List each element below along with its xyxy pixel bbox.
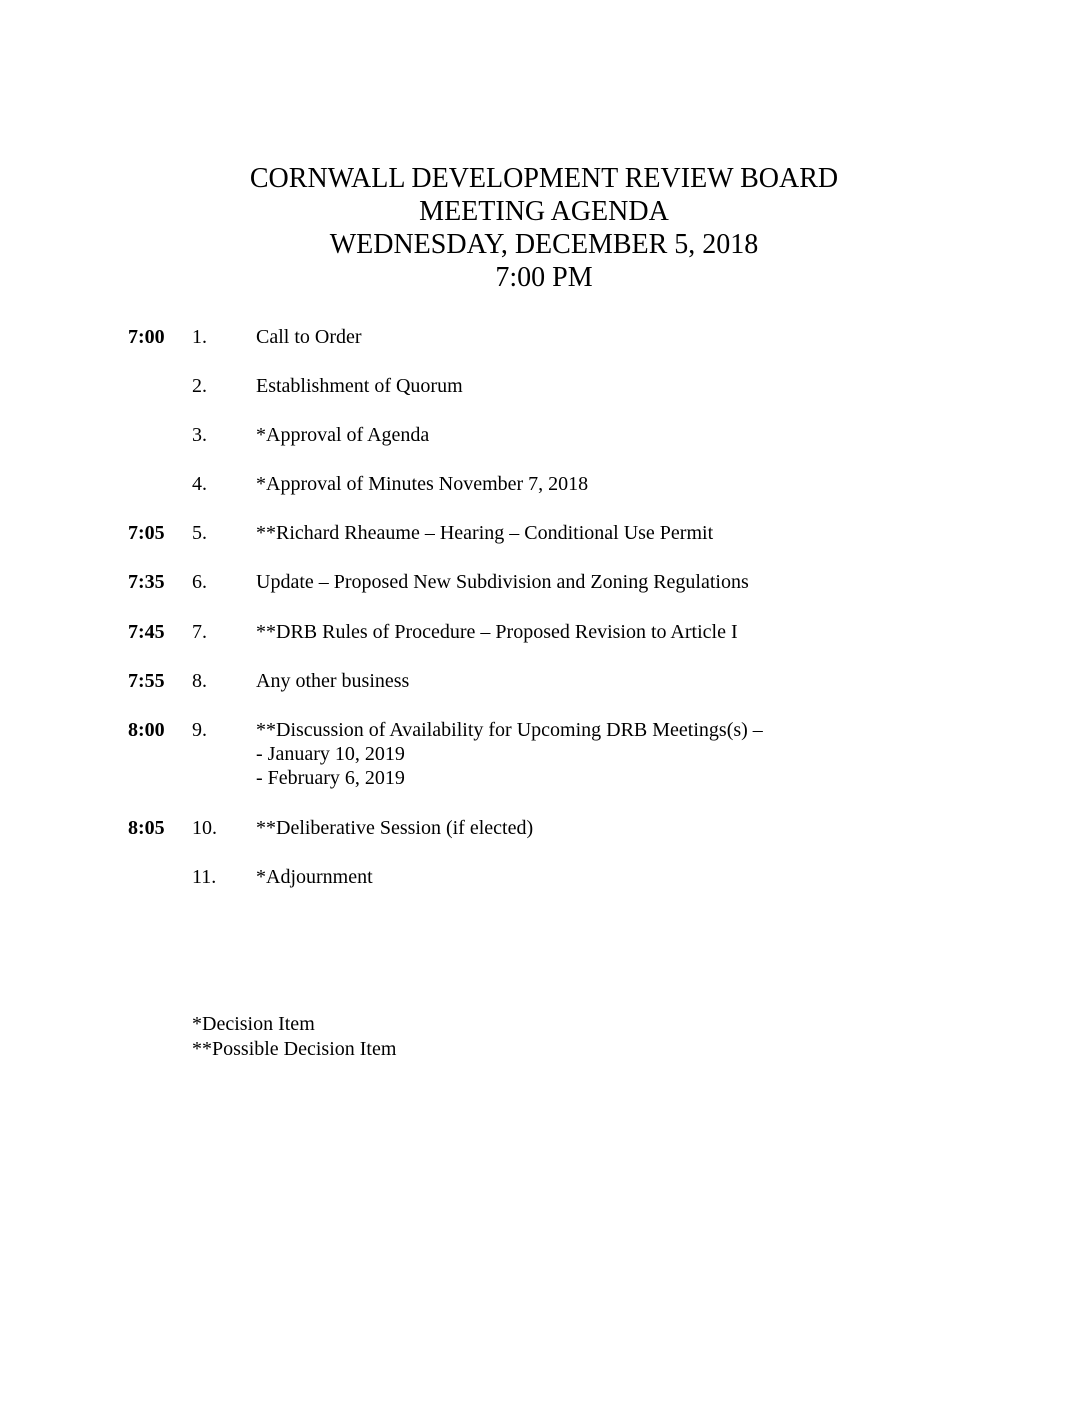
agenda-item-number: 3. bbox=[192, 424, 207, 446]
meeting-time: 7:00 PM bbox=[495, 262, 593, 293]
agenda-item-number: 8. bbox=[192, 670, 207, 692]
agenda-item-text-block bbox=[256, 718, 763, 790]
legend-decision-item: *Decision Item bbox=[192, 1013, 315, 1035]
legend-possible-decision-item: **Possible Decision Item bbox=[192, 1038, 397, 1060]
meeting-date: WEDNESDAY, DECEMBER 5, 2018 bbox=[329, 229, 759, 260]
agenda-item-number: 11. bbox=[192, 866, 217, 888]
agenda-item-time: 7:55 bbox=[128, 670, 165, 692]
agenda-item-text: **Deliberative Session (if elected) bbox=[256, 817, 534, 839]
agenda-item-text: **Discussion of Availability for Upcoming DRB Meetings(s) – bbox=[256, 719, 763, 741]
agenda-sub-item: - January 10, 2019 bbox=[256, 743, 405, 765]
agenda-item-number: 5. bbox=[192, 522, 207, 544]
agenda-sub-item: - February 6, 2019 bbox=[256, 767, 405, 789]
agenda-item-number: 6. bbox=[192, 571, 207, 593]
agenda-item-number: 4. bbox=[192, 473, 207, 495]
agenda-item-text: Any other business bbox=[256, 670, 410, 692]
agenda-item-number: 1. bbox=[192, 326, 207, 348]
agenda-item-time: 7:45 bbox=[128, 621, 165, 643]
agenda-item-text: *Approval of Agenda bbox=[256, 424, 430, 446]
agenda-item-time: 8:05 bbox=[128, 817, 165, 839]
agenda-item-time: 7:35 bbox=[128, 571, 165, 593]
agenda-item-number: 10. bbox=[192, 817, 217, 839]
agenda-header bbox=[0, 162, 1088, 294]
agenda-item-number: 9. bbox=[192, 719, 207, 741]
legend bbox=[192, 1012, 396, 1062]
board-title: CORNWALL DEVELOPMENT REVIEW BOARD bbox=[249, 163, 839, 194]
agenda-item-text: Call to Order bbox=[256, 326, 362, 348]
agenda-item-text: Establishment of Quorum bbox=[256, 375, 463, 397]
agenda-item-time: 7:00 bbox=[128, 326, 165, 348]
agenda-item-number: 2. bbox=[192, 375, 207, 397]
agenda-item-number: 7. bbox=[192, 621, 207, 643]
agenda-item-text: *Adjournment bbox=[256, 866, 373, 888]
agenda-item-text: **DRB Rules of Procedure – Proposed Revision to Article I bbox=[256, 621, 738, 643]
agenda-item-time: 8:00 bbox=[128, 719, 165, 741]
agenda-item-time: 7:05 bbox=[128, 522, 165, 544]
agenda-item-text: **Richard Rheaume – Hearing – Conditional Use Permit bbox=[256, 522, 714, 544]
agenda-item-text: *Approval of Minutes November 7, 2018 bbox=[256, 473, 589, 495]
document-title: MEETING AGENDA bbox=[419, 196, 669, 227]
agenda-item-text: Update – Proposed New Subdivision and Zoning Regulations bbox=[256, 571, 749, 593]
